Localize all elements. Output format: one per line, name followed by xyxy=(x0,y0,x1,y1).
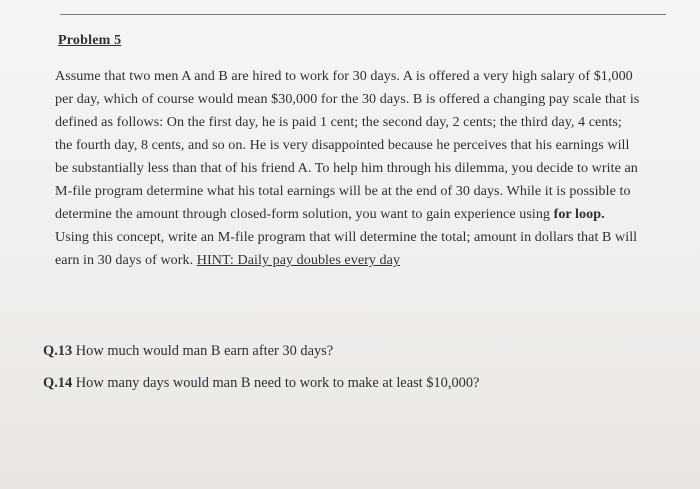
problem-title: Problem 5 xyxy=(58,33,122,48)
hint-text: HINT: Daily pay doubles every day xyxy=(196,252,401,268)
statement-line: Assume that two men A and B are hired to work for 30 days. A is offered a very high salary of $1,000 xyxy=(55,68,633,84)
statement-line: per day, which of course would mean $30,000 for the 30 days. B is offered a changing pay scale that is xyxy=(55,91,640,107)
question-14 xyxy=(43,375,479,392)
problem-statement xyxy=(55,65,685,272)
question-text: How many days would man B need to work to make at least $10,000? xyxy=(72,375,480,391)
statement-line xyxy=(55,203,685,226)
question-number: Q.14 xyxy=(43,375,73,391)
statement-line: M-file program determine what his total earnings will be at the end of 30 days. While it is possible to xyxy=(55,183,631,199)
question-number: Q.13 xyxy=(43,343,73,359)
statement-line: defined as follows: On the first day, he is paid 1 cent; the second day, 2 cents; the third day, 4 cents; xyxy=(55,114,622,130)
question-text: How much would man B earn after 30 days? xyxy=(72,343,334,359)
statement-line: be substantially less than that of his friend A. To help him through his dilemma, you decide to write an xyxy=(55,160,638,176)
statement-text: earn in 30 days of work. xyxy=(55,252,197,268)
statement-line: the fourth day, 8 cents, and so on. He is very disappointed because he perceives that his earnings will xyxy=(55,137,630,153)
for-loop-keyword: for loop. xyxy=(553,206,605,222)
top-divider xyxy=(60,14,666,15)
statement-text: determine the amount through closed-form solution, you want to gain experience using xyxy=(55,206,554,222)
statement-line xyxy=(55,249,685,272)
question-13 xyxy=(43,343,333,360)
statement-line: Using this concept, write an M-file program that will determine the total; amount in dollars that B will xyxy=(55,229,638,245)
